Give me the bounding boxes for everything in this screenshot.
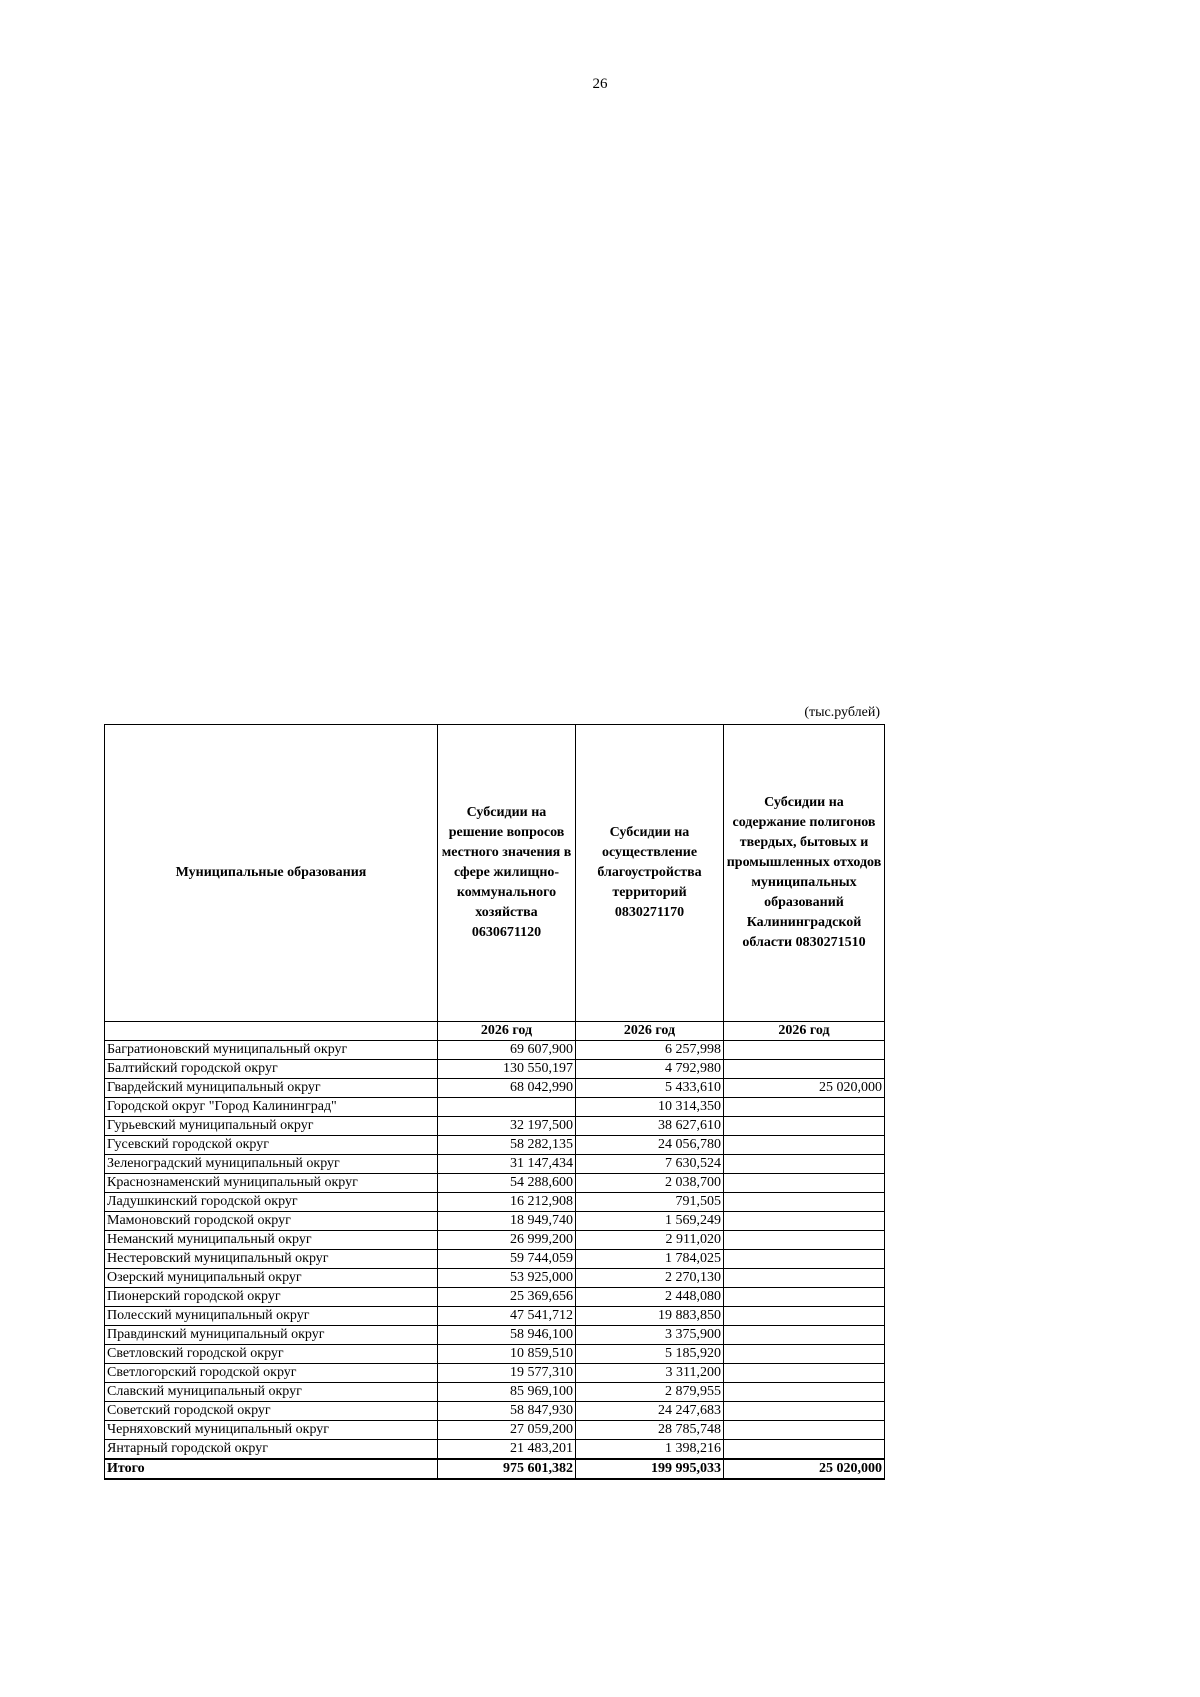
col2-cell: 2 448,080 <box>576 1288 724 1307</box>
municipality-cell: Неманский муниципальный округ <box>105 1231 438 1250</box>
total-label: Итого <box>105 1459 438 1479</box>
header-col2: Субсидии на осуществление благоустройства территорий 0830271170 <box>576 725 724 1022</box>
table-row <box>105 1402 885 1421</box>
municipality-cell: Мамоновский городской округ <box>105 1212 438 1231</box>
col3-cell <box>724 1364 885 1383</box>
col3-cell <box>724 1326 885 1345</box>
units-label: (тыс.рублей) <box>804 705 880 720</box>
col3-cell <box>724 1193 885 1212</box>
table-row <box>105 1155 885 1174</box>
municipality-cell: Советский городской округ <box>105 1402 438 1421</box>
col1-cell: 47 541,712 <box>438 1307 576 1326</box>
subsidies-table <box>104 724 885 1480</box>
col3-cell <box>724 1117 885 1136</box>
col1-cell: 25 369,656 <box>438 1288 576 1307</box>
col1-cell: 58 946,100 <box>438 1326 576 1345</box>
col3-cell <box>724 1383 885 1402</box>
table-row <box>105 1231 885 1250</box>
year-col3: 2026 год <box>724 1022 885 1041</box>
total-col3: 25 020,000 <box>724 1459 885 1479</box>
total-row <box>105 1459 885 1479</box>
header-col3: Субсидии на содержание полигонов твердых, бытовых и промышленных отходов муниципальных образований Калининградской области 0830271510 <box>724 725 885 1022</box>
col1-cell: 58 847,930 <box>438 1402 576 1421</box>
table-row <box>105 1288 885 1307</box>
col1-cell: 21 483,201 <box>438 1440 576 1460</box>
table-row <box>105 1041 885 1060</box>
col2-cell: 28 785,748 <box>576 1421 724 1440</box>
col1-cell <box>438 1098 576 1117</box>
col2-cell: 1 569,249 <box>576 1212 724 1231</box>
municipality-cell: Пионерский городской округ <box>105 1288 438 1307</box>
col2-cell: 791,505 <box>576 1193 724 1212</box>
col2-cell: 2 879,955 <box>576 1383 724 1402</box>
municipality-cell: Полесский муниципальный округ <box>105 1307 438 1326</box>
col2-cell: 2 911,020 <box>576 1231 724 1250</box>
municipality-cell: Черняховский муниципальный округ <box>105 1421 438 1440</box>
col3-cell <box>724 1288 885 1307</box>
table-row <box>105 1250 885 1269</box>
col3-cell <box>724 1060 885 1079</box>
municipality-cell: Славский муниципальный округ <box>105 1383 438 1402</box>
col3-cell <box>724 1212 885 1231</box>
table-row <box>105 1193 885 1212</box>
header-col1: Субсидии на решение вопросов местного значения в сфере жилищно-коммунального хозяйства 0630671120 <box>438 725 576 1022</box>
col2-cell: 2 038,700 <box>576 1174 724 1193</box>
col1-cell: 130 550,197 <box>438 1060 576 1079</box>
col2-cell: 4 792,980 <box>576 1060 724 1079</box>
table-row <box>105 1345 885 1364</box>
col1-cell: 18 949,740 <box>438 1212 576 1231</box>
municipality-cell: Светловский городской округ <box>105 1345 438 1364</box>
municipality-cell: Гвардейский муниципальный округ <box>105 1079 438 1098</box>
col3-cell <box>724 1155 885 1174</box>
total-col1: 975 601,382 <box>438 1459 576 1479</box>
col2-cell: 3 375,900 <box>576 1326 724 1345</box>
table-row <box>105 1060 885 1079</box>
municipality-cell: Нестеровский муниципальный округ <box>105 1250 438 1269</box>
municipality-cell: Балтийский городской округ <box>105 1060 438 1079</box>
table-row <box>105 1174 885 1193</box>
municipality-cell: Городской округ "Город Калининград" <box>105 1098 438 1117</box>
municipality-cell: Гурьевский муниципальный округ <box>105 1117 438 1136</box>
municipality-cell: Ладушкинский городской округ <box>105 1193 438 1212</box>
col1-cell: 85 969,100 <box>438 1383 576 1402</box>
col3-cell: 25 020,000 <box>724 1079 885 1098</box>
col2-cell: 3 311,200 <box>576 1364 724 1383</box>
table-row <box>105 1364 885 1383</box>
col3-cell <box>724 1231 885 1250</box>
col3-cell <box>724 1250 885 1269</box>
col3-cell <box>724 1174 885 1193</box>
table-row <box>105 1307 885 1326</box>
col1-cell: 19 577,310 <box>438 1364 576 1383</box>
table-row <box>105 1383 885 1402</box>
col2-cell: 19 883,850 <box>576 1307 724 1326</box>
page-number: 26 <box>592 76 608 92</box>
col2-cell: 24 056,780 <box>576 1136 724 1155</box>
year-col1: 2026 год <box>438 1022 576 1041</box>
year-col2: 2026 год <box>576 1022 724 1041</box>
col1-cell: 27 059,200 <box>438 1421 576 1440</box>
table-row <box>105 1079 885 1098</box>
col1-cell: 69 607,900 <box>438 1041 576 1060</box>
table-row <box>105 1440 885 1460</box>
municipality-cell: Гусевский городской округ <box>105 1136 438 1155</box>
table-row <box>105 1421 885 1440</box>
col2-cell: 1 398,216 <box>576 1440 724 1460</box>
col1-cell: 68 042,990 <box>438 1079 576 1098</box>
table-row <box>105 1098 885 1117</box>
col3-cell <box>724 1041 885 1060</box>
table-row <box>105 1117 885 1136</box>
col1-cell: 32 197,500 <box>438 1117 576 1136</box>
municipality-cell: Зеленоградский муниципальный округ <box>105 1155 438 1174</box>
col1-cell: 54 288,600 <box>438 1174 576 1193</box>
col1-cell: 53 925,000 <box>438 1269 576 1288</box>
col2-cell: 24 247,683 <box>576 1402 724 1421</box>
table-row <box>105 1136 885 1155</box>
col1-cell: 10 859,510 <box>438 1345 576 1364</box>
col2-cell: 2 270,130 <box>576 1269 724 1288</box>
col3-cell <box>724 1098 885 1117</box>
col1-cell: 26 999,200 <box>438 1231 576 1250</box>
municipality-cell: Янтарный городской округ <box>105 1440 438 1460</box>
col2-cell: 38 627,610 <box>576 1117 724 1136</box>
col1-cell: 31 147,434 <box>438 1155 576 1174</box>
col2-cell: 1 784,025 <box>576 1250 724 1269</box>
col2-cell: 7 630,524 <box>576 1155 724 1174</box>
municipality-cell: Багратионовский муниципальный округ <box>105 1041 438 1060</box>
col3-cell <box>724 1269 885 1288</box>
municipality-cell: Краснознаменский муниципальный округ <box>105 1174 438 1193</box>
header-row <box>105 725 885 1022</box>
col1-cell: 59 744,059 <box>438 1250 576 1269</box>
col3-cell <box>724 1402 885 1421</box>
col1-cell: 16 212,908 <box>438 1193 576 1212</box>
col2-cell: 5 433,610 <box>576 1079 724 1098</box>
col2-cell: 5 185,920 <box>576 1345 724 1364</box>
total-col2: 199 995,033 <box>576 1459 724 1479</box>
col3-cell <box>724 1345 885 1364</box>
year-row <box>105 1022 885 1041</box>
municipality-cell: Светлогорский городской округ <box>105 1364 438 1383</box>
col3-cell <box>724 1440 885 1460</box>
table-row <box>105 1212 885 1231</box>
col3-cell <box>724 1421 885 1440</box>
municipality-cell: Озерский муниципальный округ <box>105 1269 438 1288</box>
col2-cell: 10 314,350 <box>576 1098 724 1117</box>
col3-cell <box>724 1307 885 1326</box>
col1-cell: 58 282,135 <box>438 1136 576 1155</box>
col3-cell <box>724 1136 885 1155</box>
col2-cell: 6 257,998 <box>576 1041 724 1060</box>
table-row <box>105 1326 885 1345</box>
year-blank <box>105 1022 438 1041</box>
table-row <box>105 1269 885 1288</box>
municipality-cell: Правдинский муниципальный округ <box>105 1326 438 1345</box>
header-municipality: Муниципальные образования <box>105 725 438 1022</box>
table-body <box>105 1041 885 1460</box>
